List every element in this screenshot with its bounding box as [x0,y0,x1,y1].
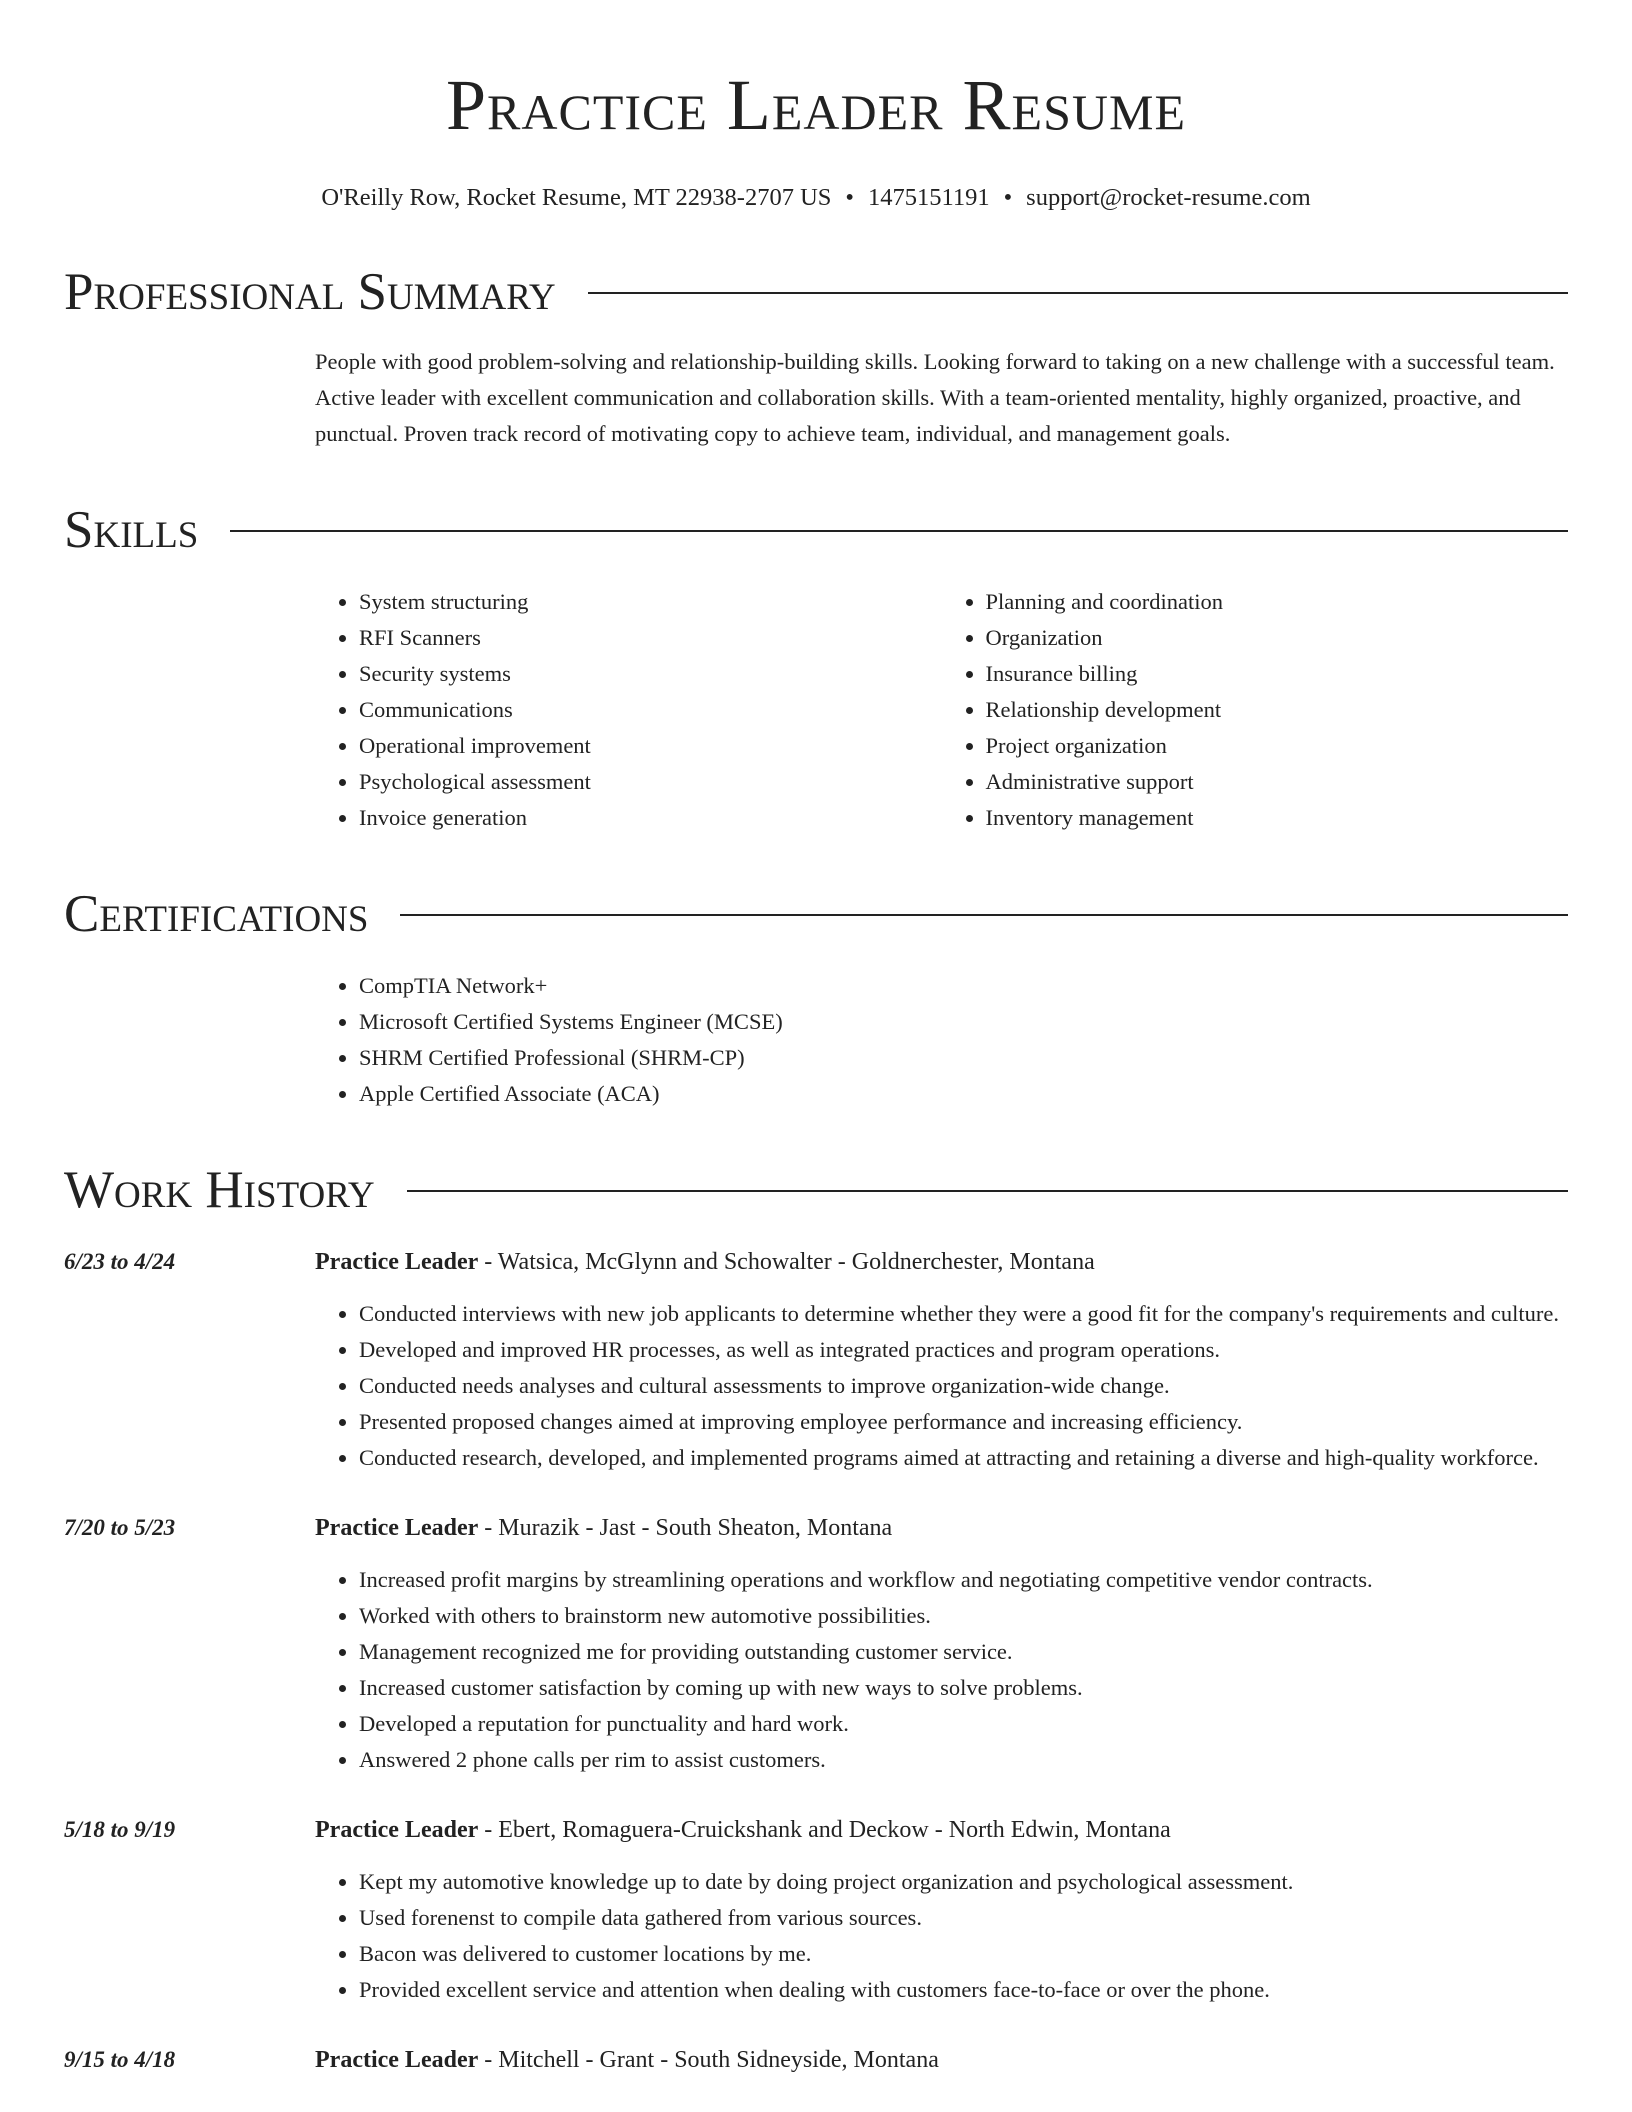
contact-email: support@rocket-resume.com [1026,184,1311,211]
job-bullet: • Conducted research, developed, and implemented programs aimed at attracting and retaining a diverse and high-quality workforce. [359,1440,1568,1476]
job-bullet: • Kept my automotive knowledge up to date by doing project organization and psychological assessment. [359,1864,1568,1900]
skill-item: • RFI Scanners [359,620,942,656]
skills-list-right [942,584,1569,836]
contact-phone: 1475151191 [867,184,990,211]
contact-separator: • [845,184,854,211]
skill-item: • Organization [986,620,1569,656]
certifications-list [315,968,1568,1112]
job-title-line [315,1510,1568,1546]
skill-item: • Planning and coordination [986,584,1569,620]
work-history-heading: Work History [64,1161,375,1219]
job-entry [64,2042,1568,2078]
summary-section-header [64,260,1568,324]
skill-item: • Psychological assessment [359,764,942,800]
skill-item: • Operational improvement [359,728,942,764]
job-title: Practice Leader [315,1817,479,1843]
job-bullet: • Answered 2 phone calls per rim to assist customers. [359,1742,1568,1778]
job-bullet: • Worked with others to brainstorm new automotive possibilities. [359,1598,1568,1634]
job-bullet: • Presented proposed changes aimed at improving employee performance and increasing efficiency. [359,1404,1568,1440]
contact-line [64,182,1568,214]
job-bullets [315,1864,1568,2008]
job-dates: 7/20 to 5/23 [64,1515,176,1540]
job-title-line [315,1244,1568,1280]
job-employer: - Murazik - Jast - South Sheaton, Montana [478,1515,893,1541]
skills-list-left [315,584,942,836]
job-body [315,1510,1568,1778]
certification-item: • Microsoft Certified Systems Engineer (MCSE) [359,1004,1568,1040]
job-entry [64,1510,1568,1778]
job-dates: 9/15 to 4/18 [64,2047,176,2072]
certification-item: • CompTIA Network+ [359,968,1568,1004]
job-bullets [315,1562,1568,1778]
job-bullet: • Used forenenst to compile data gathered from various sources. [359,1900,1568,1936]
job-bullet: • Provided excellent service and attention when dealing with customers face-to-face or over the phone. [359,1972,1568,2008]
job-bullet: • Developed and improved HR processes, as well as integrated practices and program operations. [359,1332,1568,1368]
job-entry [64,1244,1568,1476]
section-divider [407,1190,1568,1192]
section-divider [400,914,1568,916]
job-bullet: • Increased customer satisfaction by coming up with new ways to solve problems. [359,1670,1568,1706]
certification-item: • Apple Certified Associate (ACA) [359,1076,1568,1112]
job-bullet: • Management recognized me for providing outstanding customer service. [359,1634,1568,1670]
skill-item: • Relationship development [986,692,1569,728]
job-employer: - Mitchell - Grant - South Sidneyside, Montana [478,2047,939,2073]
contact-separator: • [1003,184,1013,211]
skill-item: • Insurance billing [986,656,1569,692]
summary-text: People with good problem-solving and relationship-building skills. Looking forward to taking on a new challenge with a successful team. Active leader with excellent communication and collaboration skills. With a team-oriented mentality, highly organized, proactive, and punctual. Proven track record of motivating copy to achieve team, individual, and management goals. [315,349,1555,446]
job-title-line [315,2042,1568,2078]
skills-section-header [64,498,1568,562]
job-body [315,1244,1568,1476]
job-title: Practice Leader [315,1515,479,1541]
job-title: Practice Leader [315,2047,479,2073]
job-bullet: • Increased profit margins by streamlining operations and workflow and negotiating competitive vendor contracts. [359,1562,1568,1598]
skill-item: • Communications [359,692,942,728]
page-title: Practice Leader Resume [445,65,1187,145]
job-bullet: • Conducted needs analyses and cultural assessments to improve organization-wide change. [359,1368,1568,1404]
section-divider [588,292,1568,294]
certifications-section-header [64,882,1568,946]
section-divider [230,530,1568,532]
summary-heading: Professional Summary [64,263,556,321]
job-bullet: • Conducted interviews with new job applicants to determine whether they were a good fit for the company's requirements and culture. [359,1296,1568,1332]
skills-columns [315,584,1568,836]
job-entry [64,1812,1568,2008]
job-bullet: • Developed a reputation for punctuality and hard work. [359,1706,1568,1742]
job-bullets [315,1296,1568,1476]
skill-item: • Inventory management [986,800,1569,836]
job-employer: - Watsica, McGlynn and Schowalter - Goldnerchester, Montana [478,1249,1095,1275]
job-bullet: • Bacon was delivered to customer locations by me. [359,1936,1568,1972]
skill-item: • Project organization [986,728,1569,764]
job-employer: - Ebert, Romaguera-Cruickshank and Deckow - North Edwin, Montana [478,1817,1171,1843]
work-history-section-header [64,1158,1568,1222]
job-body [315,1812,1568,2008]
certifications-heading: Certifications [64,885,369,943]
certification-item: • SHRM Certified Professional (SHRM-CP) [359,1040,1568,1076]
contact-address: O'Reilly Row, Rocket Resume, MT 22938-2707 US [321,184,832,211]
skill-item: • System structuring [359,584,942,620]
skill-item: • Invoice generation [359,800,942,836]
job-dates: 5/18 to 9/19 [64,1817,176,1842]
job-title-line [315,1812,1568,1848]
skill-item: • Security systems [359,656,942,692]
skills-heading: Skills [64,501,199,559]
job-title: Practice Leader [315,1249,479,1275]
job-body [315,2042,1568,2078]
skill-item: • Administrative support [986,764,1569,800]
job-dates: 6/23 to 4/24 [64,1249,176,1274]
